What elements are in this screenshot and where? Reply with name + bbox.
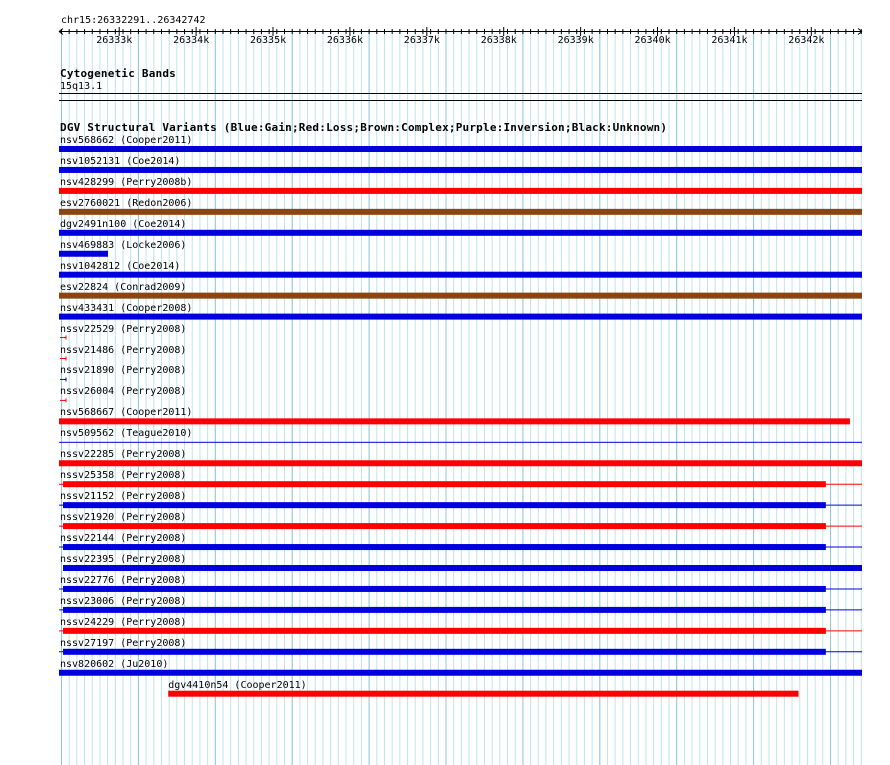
variant-bar[interactable] <box>59 251 108 257</box>
dgv-track-title: DGV Structural Variants (Blue:Gain;Red:Loss;Brown:Complex;Purple:Inversion;Black:Unknown) <box>60 121 668 134</box>
variant-label[interactable]: nssv22395 (Perry2008) <box>60 554 187 565</box>
variant-label[interactable]: nsv568662 (Cooper2011) <box>60 135 193 146</box>
variant-bar[interactable] <box>59 272 862 278</box>
ruler-tick-label: 26340k <box>634 35 671 46</box>
variant-bar[interactable] <box>59 167 862 173</box>
variant-label[interactable]: nssv21920 (Perry2008) <box>60 512 187 524</box>
ruler-tick-label: 26341k <box>711 35 748 46</box>
variant-label[interactable]: nssv21152 (Perry2008) <box>60 491 187 503</box>
variant-bar[interactable] <box>63 523 826 529</box>
variant-label[interactable]: nsv469883 (Locke2006) <box>60 239 187 251</box>
variant-bar[interactable] <box>59 188 862 194</box>
locus-label: chr15:26332291..26342742 <box>61 15 206 26</box>
variant-label[interactable]: nsv1052131 (Coe2014) <box>60 155 181 167</box>
variant-bar[interactable] <box>63 628 826 634</box>
variant-label[interactable]: dgv2491n100 (Coe2014) <box>60 218 187 230</box>
variant-label[interactable]: nssv24229 (Perry2008) <box>60 616 187 628</box>
variant-bar[interactable] <box>59 230 862 236</box>
variant-bar[interactable] <box>59 314 862 320</box>
variant-label[interactable]: nssv23006 (Perry2008) <box>60 595 187 607</box>
ruler-tick-label: 26333k <box>96 35 133 46</box>
variant-bar[interactable] <box>59 293 862 299</box>
variant-bar[interactable] <box>59 460 862 466</box>
variant-label[interactable]: nssv27197 (Perry2008) <box>60 637 187 649</box>
variant-label[interactable]: nssv22529 (Perry2008) <box>60 323 187 335</box>
ruler-tick-label: 26338k <box>480 35 517 46</box>
variant-label[interactable]: nssv22144 (Perry2008) <box>60 533 187 545</box>
ruler-tick-label: 26339k <box>557 35 594 46</box>
variant-label[interactable]: nssv26004 (Perry2008) <box>60 386 187 398</box>
variant-label[interactable]: esv2760021 (Redon2006) <box>60 197 193 209</box>
variant-label[interactable]: esv22824 (Conrad2009) <box>60 281 187 293</box>
variant-bar[interactable] <box>59 442 862 443</box>
variant-label[interactable]: nsv433431 (Cooper2008) <box>60 302 193 314</box>
cytoband-label: 15q13.1 <box>60 81 103 92</box>
variant-label[interactable]: nsv820602 (Ju2010) <box>60 658 169 670</box>
cytoband-track <box>59 94 862 101</box>
variant-bar[interactable] <box>63 502 826 508</box>
cytoband-track-title: Cytogenetic Bands <box>60 67 176 80</box>
variant-label[interactable]: nsv568667 (Cooper2011) <box>60 407 193 419</box>
variant-label[interactable]: dgv4410n54 (Cooper2011) <box>168 679 307 691</box>
variant-bar[interactable] <box>63 481 826 487</box>
variant-label[interactable]: nssv25358 (Perry2008) <box>60 470 187 482</box>
variant-label[interactable]: nsv428299 (Perry2008b) <box>60 176 193 188</box>
variant-bar[interactable] <box>59 209 862 215</box>
variant-label[interactable]: nssv22285 (Perry2008) <box>60 449 187 461</box>
variant-bar[interactable] <box>59 670 862 676</box>
ruler-tick-label: 26337k <box>403 35 440 46</box>
variant-bar[interactable] <box>63 565 862 571</box>
variant-bar[interactable] <box>63 586 826 592</box>
ruler-tick-label: 26335k <box>250 35 287 46</box>
variant-bar[interactable] <box>168 691 798 697</box>
variant-bar[interactable] <box>63 544 826 550</box>
variant-bar[interactable] <box>59 418 850 424</box>
variant-label[interactable]: nssv22776 (Perry2008) <box>60 574 187 586</box>
variant-label[interactable]: nsv509562 (Teague2010) <box>60 428 193 440</box>
ruler-tick-label: 26336k <box>326 35 364 46</box>
variant-label[interactable]: nssv21486 (Perry2008) <box>60 344 187 356</box>
ruler-tick-label: 26334k <box>173 35 210 46</box>
variant-bar[interactable] <box>63 649 826 655</box>
variant-label[interactable]: nssv21890 (Perry2008) <box>60 365 187 377</box>
variant-bar[interactable] <box>59 146 862 152</box>
variant-label[interactable]: nsv1042812 (Coe2014) <box>60 260 181 272</box>
variant-bar[interactable] <box>63 607 826 613</box>
ruler-tick-label: 26342k <box>788 35 825 46</box>
